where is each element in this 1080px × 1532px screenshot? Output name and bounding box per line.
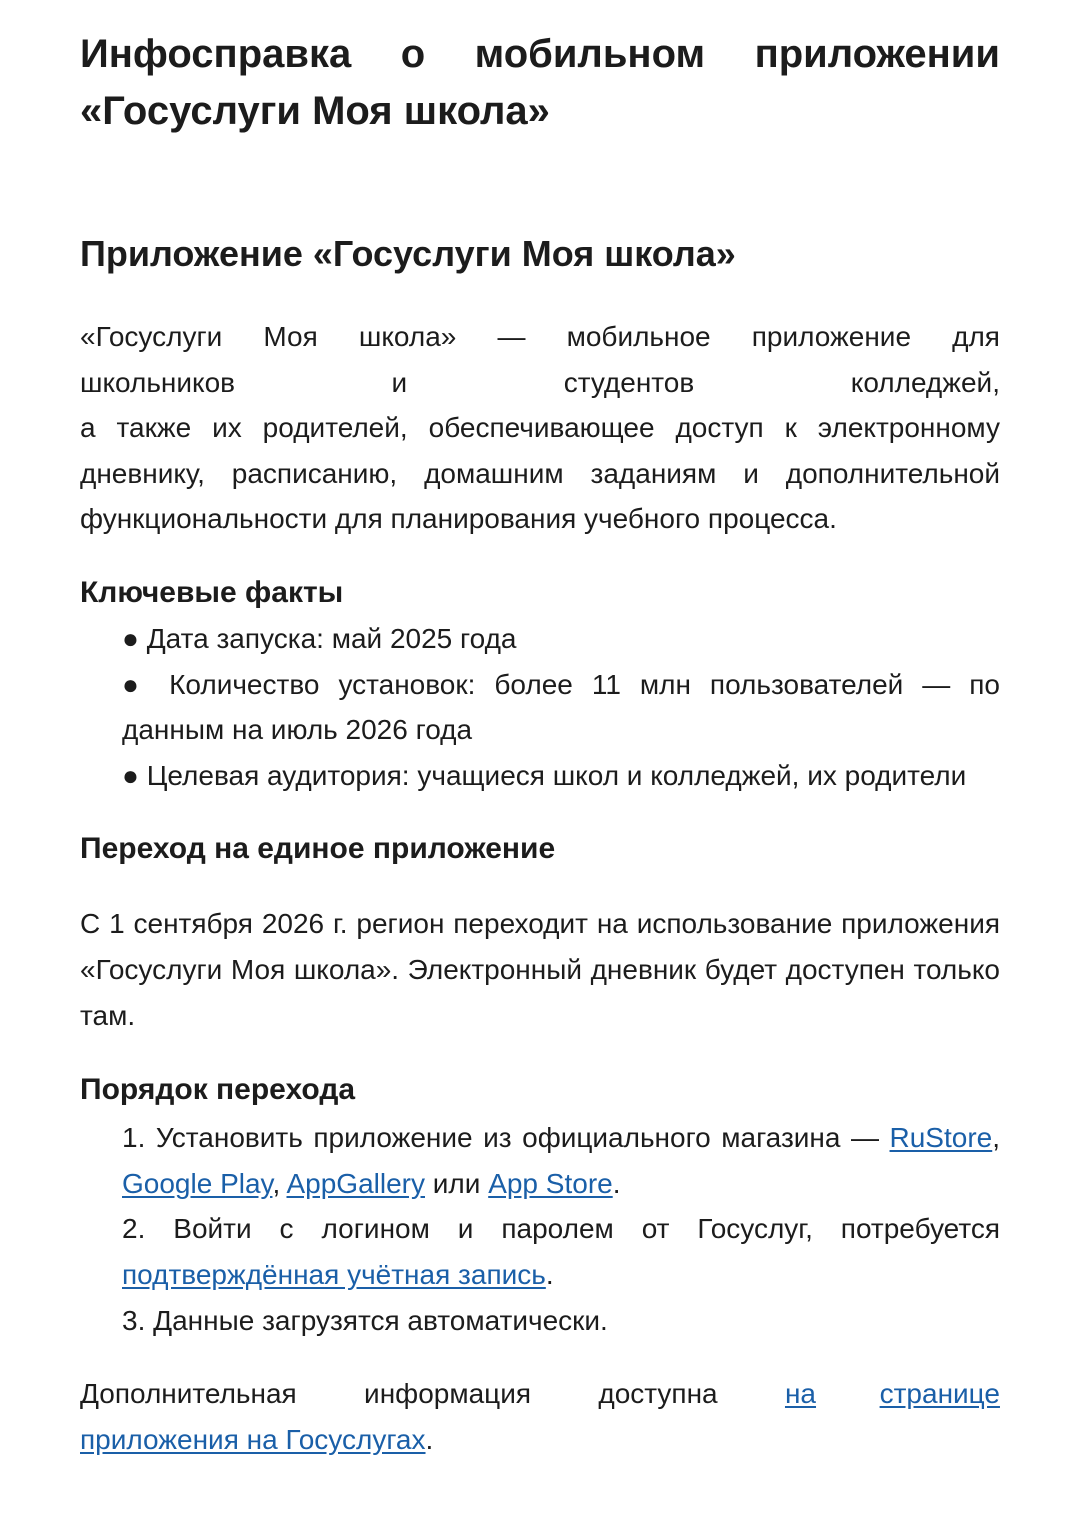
gosuslugi-page-link-part-1[interactable] — [785, 1371, 1000, 1417]
gosuslugi-page-link-part-2[interactable]: приложения на Госуслугах — [80, 1423, 426, 1455]
intro-word: мобильное — [566, 321, 711, 352]
procedure-step-1 — [122, 1115, 1000, 1206]
footer-paragraph — [80, 1371, 1000, 1462]
intro-word: для — [952, 321, 1000, 352]
intro-word: «Госуслуги — [80, 321, 223, 352]
separator: , — [272, 1167, 287, 1199]
section-title-transition: Переход на единое приложение — [80, 832, 556, 866]
footer-line-1 — [80, 1371, 1000, 1417]
intro-line-2 — [80, 360, 1000, 406]
footer-word: Дополнительная — [80, 1378, 297, 1410]
section-title-key-facts: Ключевые факты — [80, 575, 344, 609]
procedure-step-2 — [122, 1206, 1000, 1297]
intro-word: школа» — [358, 321, 457, 352]
footer-word: информация — [364, 1378, 531, 1410]
list-item: ● Дата запуска: май 2025 года — [122, 622, 517, 654]
list-item: ● Количество установок: более 11 млн пользователей — по данным на июль 2026 года — [122, 668, 1000, 746]
title-word: приложении — [754, 32, 1000, 76]
step-end: . — [545, 1258, 554, 1290]
link-word: странице — [879, 1378, 1000, 1410]
app-store-link[interactable]: App Store — [488, 1167, 613, 1199]
title-word: о — [400, 32, 426, 76]
document — [80, 0, 1000, 1462]
section-title-app: Приложение «Госуслуги Моя школа» — [80, 233, 736, 274]
key-facts-list — [80, 616, 1000, 798]
intro-word: студентов — [563, 366, 695, 398]
section-title-procedure: Порядок перехода — [80, 1073, 356, 1107]
title-word: мобильном — [474, 32, 706, 76]
rustore-link[interactable]: RuStore — [889, 1122, 993, 1154]
verified-account-link[interactable]: подтверждённая учётная запись — [122, 1258, 546, 1290]
intro-word: школьников — [80, 366, 236, 398]
separator: , — [992, 1122, 1001, 1154]
intro-word: — — [497, 321, 526, 352]
link-word: на — [784, 1378, 817, 1410]
intro-word: Моя — [263, 321, 318, 352]
intro-word: колледжей, — [850, 366, 1000, 398]
title-word: Инфосправка — [80, 32, 352, 76]
intro-word: приложение — [751, 321, 912, 352]
transition-paragraph: С 1 сентября 2026 г. регион переходит на использование приложения «Госуслуги Моя школа». Электронный дневник будет доступен только там. — [80, 908, 1000, 1031]
footer-word: доступна — [598, 1378, 718, 1410]
document-title-line-2: «Госуслуги Моя школа» — [80, 89, 550, 133]
intro-line-1 — [80, 314, 1000, 360]
step-text: 2. Войти с логином и паролем от Госуслуг, потребуется — [122, 1213, 1000, 1245]
google-play-link[interactable]: Google Play — [122, 1167, 273, 1199]
list-item: ● Целевая аудитория: учащиеся школ и колледжей, их родители — [122, 759, 967, 791]
document-title-line-1 — [80, 26, 1000, 83]
procedure-step-3: 3. Данные загрузятся автоматически. — [122, 1304, 608, 1336]
procedure-list — [80, 1115, 1000, 1343]
step-end: . — [612, 1167, 621, 1199]
separator: или — [425, 1167, 489, 1199]
step-text: 1. Установить приложение из официального магазина — — [122, 1122, 879, 1154]
intro-word: и — [391, 366, 408, 398]
footer-line-2 — [80, 1417, 1000, 1463]
intro-rest: а также их родителей, обеспечивающее доступ к электронному дневнику, расписанию, домашним заданиям и дополнительной функциональности для планирования учебного процесса. — [80, 412, 1000, 535]
app-intro-paragraph — [80, 314, 1000, 542]
appgallery-link[interactable]: AppGallery — [286, 1167, 425, 1199]
footer-end: . — [425, 1423, 434, 1455]
document-title — [80, 0, 1000, 140]
